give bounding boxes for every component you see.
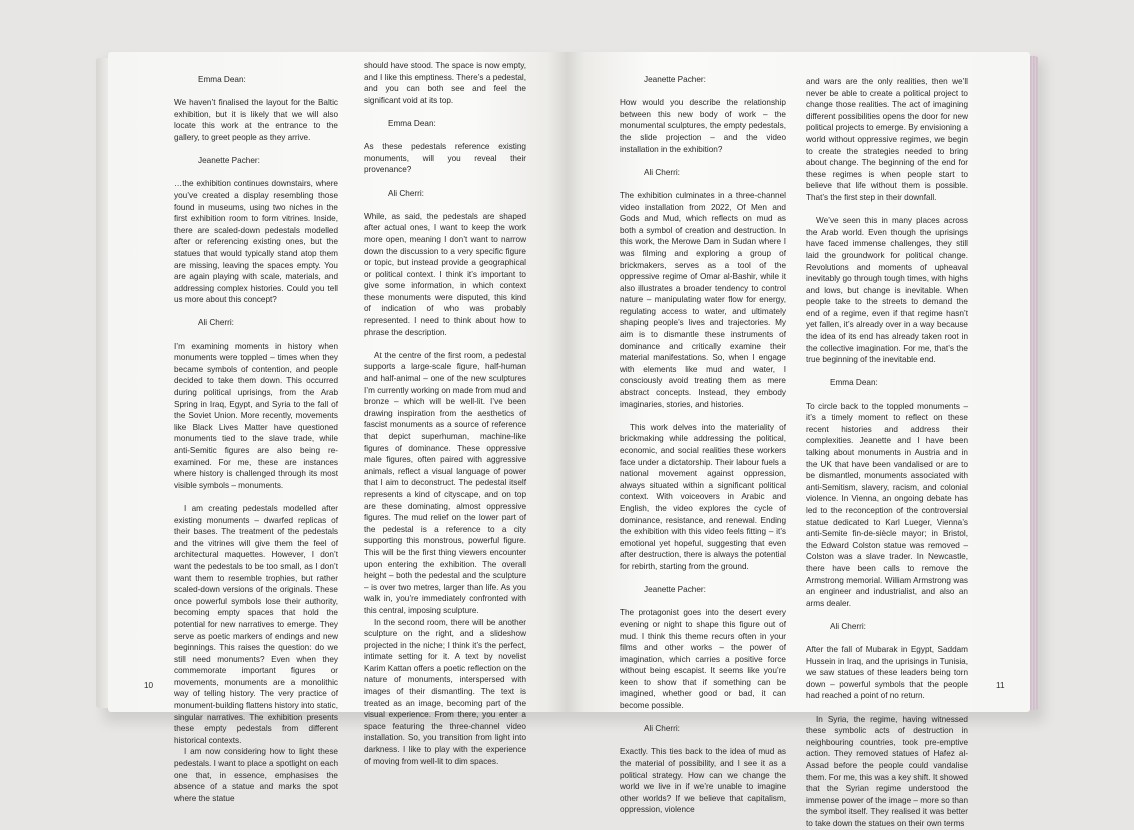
speaker-label: Emma Dean:	[830, 378, 878, 388]
speaker-label: Ali Cherri:	[198, 318, 234, 328]
paragraph: The protagonist goes into the desert every evening or night to shape this figure out of mud. I think this theme recurs often in your films and other works – the power of imagination, which carries a positive force without being escapist. It seems like you’re keen to show that if something can be imagined, whether good or bad, it can become possible.	[620, 608, 786, 711]
right-page-edge	[1029, 56, 1038, 710]
speaker-label: Jeanette Pacher:	[644, 585, 706, 595]
paragraph: and wars are the only realities, then we’ll never be able to create a political project to change those realities. The act of imagining different possibilities opens the door for new political projects to emerge. By envisioning a world without oppressive regimes, we begin to create the strategies needed to bring about change. The beginning of the end for these regimes is when people start to believe that life without them is possible. That’s the first step in their downfall.	[806, 77, 968, 202]
speaker-label: Jeanette Pacher:	[644, 75, 706, 84]
paragraph: I’m examining moments in history when monuments were toppled – times when they became symbols of contention, and people decided to take them down. This occurred during political uprisings, from the Arab Spring in Iraq, Egypt, and Syria to the fall of the Soviet Union. More recently, movements like Black Lives Matter have questioned monuments tied to the slave trade, while anti-Semitic figures are also being re-examined. For me, these are instances where history is challenged through its most visible symbols – monuments.	[174, 341, 338, 490]
paragraph: After the fall of Mubarak in Egypt, Saddam Hussein in Iraq, and the uprisings in Tunisia, we saw statues of these leaders being torn down – powerful symbols that the people had reached a point of no return.	[806, 645, 968, 701]
right-column-2	[806, 76, 968, 830]
speaker-label: Ali Cherri:	[644, 167, 680, 177]
paragraph: In Syria, the regime, having witnessed these symbolic acts of destruction in neighbouring countries, took pre-emptive action. They removed statues of Hafez al-Assad before the people could vandalise them. For me, this was a key shift. It showed that the Syrian regime understood the immense power of the image – more so than the symbol itself. They realised it was better to take down the statues on their own terms	[806, 714, 969, 828]
right-column-1	[620, 74, 786, 828]
paragraph: should have stood. The space is now empty, and I like this emptiness. There’s a pedestal, and you can both see and feel the significant void at its top.	[364, 61, 526, 105]
paragraph: As these pedestals reference existing monuments, will you reveal their provenance?	[364, 142, 526, 175]
paragraph: In the second room, there will be another sculpture on the right, and a slideshow projected in the niche; I think it’s the perfect, intimate setting for it. A text by novelist Karim Kattan offers a poetic reflection on the nature of monuments, interspersed with images of their dismantling. The text is treated as an image, becoming part of the visual experience. From there, you enter a space featuring the three-channel video installation. So, you transition from light into darkness. I like to play with the experience of moving from well-lit to dim spaces.	[364, 617, 526, 766]
paragraph: This work delves into the materiality of brickmaking while addressing the political, economic, and social realities these workers face under a dictatorship. Their labour fuels a national movement against oppression, always situated within a significant political context. With voiceovers in Arabic and English, the video explores the cycle of dominance, resistance, and renewal. Ending the exhibition with this video feels fitting – it’s emotional yet hopeful, suggesting that even after destruction, there is always the potential for rebirth, starting from the ground.	[620, 422, 786, 571]
paragraph: While, as said, the pedestals are shaped after actual ones, I want to keep the work more open, meaning I don’t want to narrow down the discussion to a very specific figure or topic, but instead provide a geographical or political context. I think it’s important to give some information, in which context these monuments were disputed, this kind of indication of who was probably represented. I need to think about how to phrase the description.	[364, 211, 526, 337]
left-column-2	[364, 60, 526, 767]
paragraph: I am now considering how to light these pedestals. I want to place a spotlight on each one that, in essence, emphasises the absence of a statue and marks the spot where the statue	[174, 747, 338, 803]
left-page	[108, 52, 566, 803]
page-number-left: 10	[144, 681, 154, 690]
paragraph: How would you describe the relationship between this new body of work – the monumental sculptures, the empty pedestals, the slide projection – and the video installation in the exhibition?	[620, 98, 786, 154]
speaker-label: Emma Dean:	[388, 118, 436, 128]
paragraph: I am creating pedestals modelled after existing monuments – dwarfed replicas of their bases. The treatment of the pedestals and the vitrines will give them the feel of architectural maquettes. However, I don’t want the pedestals to be too small, as I don’t want them to resemble trophies, but rather scaled-down versions of the originals. These once powerful symbols lose their authority, becoming empty spaces that hold the potential for new narratives to emerge. They serve as poetic markers of endings and new beginnings. This raises the question: do we still need monuments? Even when they commemorate important figures or movements, monuments are a monolithic way of telling history. The very practice of monument-building flattens history into static, singular narratives. The exhibition presents these empty pedestals from different historical contexts.	[174, 503, 338, 745]
paragraph: …the exhibition continues downstairs, where you’ve created a display resembling those found in museums, using two niches in the first exhibition room to form vitrines. Inside, there are scaled-down pedestals modelled after or referencing existing ones, but the statues that would typically stand atop them are missing, leaving the spaces empty. You are again playing with scale, materials, and addressing complex histories. Could you tell us more about this concept?	[174, 179, 338, 305]
speaker-label: Ali Cherri:	[830, 621, 866, 631]
speaker-label: Jeanette Pacher:	[198, 156, 260, 166]
paragraph: At the centre of the first room, a pedestal supports a large-scale figure, half-human and half-animal – one of the new sculptures I’m currently working on made from mud and bronze – which will be well-lit. I’ve been drawing inspiration from the aesthetics of fascist monuments as a source of reference that depict superhuman, machine-like figures of dominance. These oppressive male figures, often paired with aggressive animals, reflect a visual language of power that I aim to deconstruct. The pedestal itself represents a kind of cityscape, and on top are these dominating, almost oppressive figures. The mud relief on the lower part of the pedestal is a reference to a city supporting this monstrous, powerful figure. This will be the first thing viewers encounter upon entering the exhibition. The overall height – both the pedestal and the sculpture – is over two metres, larger than life. As you walk in, you’re immediately confronted with this central, imposing sculpture.	[364, 350, 526, 615]
left-column-1	[174, 74, 338, 804]
speaker-label: Ali Cherri:	[388, 188, 424, 198]
paragraph: The exhibition culminates in a three-channel video installation from 2022, Of Men and Gods and Mud, which reflects on mud as both a symbol of creation and destruction. In this work, the Merowe Dam in Sudan where I was filming and exploring a group of brickmakers, serves as a tool of the oppressive regime of Omar al-Bashir, while it also illustrates a broader tendency to control nature – manipulating water flow for energy, regulating access to water, and ultimately shaping people’s lives and trajectories. My aim is to dismantle these instruments of dominance and critically examine their material manifestations. So, when I engage with elements like mud and water, I consciously avoid treating them as mere abstract concepts. Instead, they embody imaginaries, stories, and histories.	[620, 190, 786, 409]
paragraph: Exactly. This ties back to the idea of mud as the material of possibility, and I see it as a political strategy. How can we change the world we live in if we’re unable to imagine other worlds? If we believe that capitalism, oppression, violence	[620, 747, 786, 815]
right-page	[566, 52, 1030, 828]
paragraph: We haven’t finalised the layout for the Baltic exhibition, but it is likely that we will also locate this work at the entrance to the gallery, to greet people as they arrive.	[174, 98, 338, 142]
speaker-label: Ali Cherri:	[644, 724, 680, 734]
paragraph: We’ve seen this in many places across the Arab world. Even though the uprisings have faced immense challenges, they still laid the groundwork for political change. Revolutions and moments of upheaval inevitably go through tough times, with highs and lows, but change is inevitable. When people take to the streets to demand the end of a regime, even if that regime hasn’t yet fallen, it’s already over in a way because the idea of its end has already taken root in the collective imagination. For me, that’s the true beginning of the inevitable end.	[806, 216, 968, 365]
page-number-right: 11	[996, 681, 1005, 690]
paragraph: To circle back to the toppled monuments – it’s a timely moment to reflect on these recent histories and address their complexities. Jeanette and I have been talking about monuments in Austria and in the UK that have been vandalised or are to be dismantled, monuments associated with anti-Semitism, slavery, racism, and colonial violence. In Vienna, an ongoing debate has led to the reconception of the controversial statue dedicated to Karl Lueger, Vienna’s anti-Semite fin-de-siècle mayor; in Bristol, the Edward Colston statue was removed – Colston was a slave trader. In Newcastle, there have been calls to remove the Armstrong memorial. William Armstrong was an engineer and industrialist, and also an arms dealer.	[806, 401, 968, 608]
speaker-label: Emma Dean:	[198, 75, 246, 84]
